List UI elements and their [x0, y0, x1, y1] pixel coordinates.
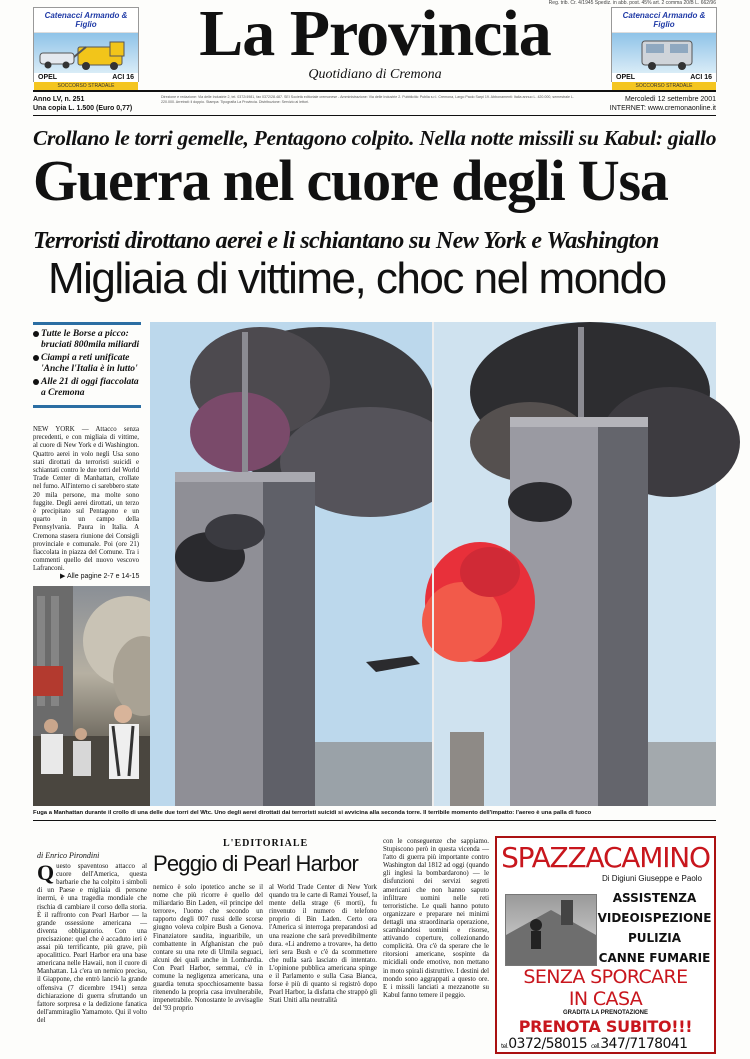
- tow-truck-image: [34, 33, 138, 73]
- bullet-item: Tutte le Borse a picco: bruciati 800mila miliardi: [33, 329, 141, 350]
- photo-people-fleeing: [33, 586, 165, 806]
- editorial-column: al World Trade Center di New York quando tra le carte di Ramzi Yousef, la mente della strage (6 morti), fu rinvenuto il numero di telefono proprio di Bin Laden. Certo ora l'America si interroga preparandosi ad una reazione che sarà prevedibilmente dura. «Li andremo a trovare», ha detto ieri sera Bush e c'è da scommettere che nulla sarà lasciato di intentato. L'opinione pubblica americana spinge e il Parlamento e sulla Casa Bianca, forse è più di quanto si registrò dopo Pearl Harbor, la disfatta che strappò gli Stati Uniti alla neutralità: [269, 884, 377, 1005]
- issue-number: Anno LV, n. 251: [33, 96, 85, 103]
- legal-topline: Reg. trib. Cr. 4/1945 Spediz. in abb. post. 45% art. 2 comma 20/B L. 662/96: [548, 0, 716, 6]
- bullet-list: [33, 322, 141, 408]
- ad-tel-label: tel.: [501, 1043, 509, 1050]
- main-headline: Guerra nel cuore degli Usa: [33, 148, 668, 213]
- photo-caption: Fuga a Manhattan durante il crollo di una delle due torri del Wtc. Uno degli aerei dirottati dai terroristi suicidi si avvicina alla seconda torre. Il terribile momento dell'impatto: l'aereo è una palla di fuoco: [33, 810, 716, 821]
- headline-kicker: Crollano le torri gemelle, Pentagono colpito. Nella notte missili su Kabul: giallo: [33, 126, 717, 150]
- ear-ad-brand-right: ACI 16: [112, 74, 134, 81]
- tow-truck-icon: [34, 33, 140, 73]
- ad-call-to-action: PRENOTA SUBITO!!!: [518, 1017, 693, 1036]
- ad-service-item: ASSISTENZA: [612, 891, 697, 905]
- ear-ad-brand-left: OPEL: [38, 74, 58, 81]
- fleeing-people-image: [33, 586, 165, 806]
- editorial-text: uesto spaventoso attacco al cuore dell'America, questa barbarie che ha colpito i simboli di un Paese e migliaia di persone inermi, è una tragedia mondiale che rischia di cambiare il corso della storia. È il raffronto con Pearl Harbor — la grande ossessione americana — diventa obbligatorio. Con una precisazione: quel che è accaduto ieri è assai più terrificante, più grave, più apocalittico. Pearl Harbor era una base americana nelle Hawaii, non il cuore di Manhattan. Là c'era un nemico preciso, il Giappone, che entrò lanciò la grande offensiva (7 dicembre 1941) senza dichiarazione di guerra sfruttando un fattore sorpresa e la dedizione fanatica dell'ammiraglio Yamamoto. Qui il volto del: [37, 863, 147, 1024]
- ad-slogan: IN CASA: [568, 988, 643, 1010]
- ad-subtitle: Di Digiuni Giuseppe e Paolo: [601, 874, 702, 883]
- ad-service-item: CANNE FUMARIE: [598, 951, 711, 965]
- tow-truck-icon: [612, 33, 718, 73]
- issue-price: Una copia L. 1.500 (Euro 0,77): [33, 105, 133, 112]
- issue-date: Mercoledì 12 settembre 2001: [624, 96, 716, 103]
- ear-ad-brands: [34, 73, 138, 82]
- ear-ad-right[interactable]: [611, 7, 717, 89]
- ad-cell-label: cell.: [590, 1043, 601, 1050]
- lead-story-text: NEW YORK — Attacco senza precedenti, e con migliaia di vittime, al cuore di New York e di Washington. Quattro aerei in volo negli Usa sono stati dirottati da terroristi suicidi e schiantati contro le due torri del World Trade Center di Manhattan, crollate nel fumo. All'interno ci sarebbero state 20 mila persone, ma molte sono fuggite. Degli aerei dirottati, un terzo è precipitato sul Pentagono e un quarto in un campo della Pennsylvania. Paura in Italia. A Cremona stasera riunione dei Consigli provinciale e comunale. Poi (ore 21) fiaccolata in piazza del Comune. Tra i commenti quello del nuovo vescovo Lafranconi.: [33, 426, 139, 573]
- tow-truck-image: [612, 33, 716, 73]
- page-reference[interactable]: ▶ Alle pagine 2-7 e 14-15: [60, 572, 139, 580]
- ad-title: SPAZZACAMINO: [501, 841, 710, 874]
- issue-info: [33, 95, 153, 113]
- website-link[interactable]: INTERNET: www.cremonaonline.it: [609, 105, 716, 112]
- editorial-column: nemico è solo ipotetico anche se il nome che più ricorre è quello del miliardario Bin Laden, «il principe del terrore», l'uomo che secondo un rapporto degli 007 russi delle scorse giugno voleva colpire Bush a Genova. Finanziatore saudita, inguaribile, un combattente in Afghanistan che può contare su una rete di Ulmila seguaci, alcuni dei quali anche in Lombardia. Con Pearl Harbor, semmai, c'è in comune la negligenza americana, una guardia tenuta spocchiosamente bassa ritenendo la propria casa invulnerabile, impenetrabile. Nonostante le avvisaglie del '93 proprio: [153, 884, 263, 1013]
- subheadline-italic: Terroristi dirottano aerei e li schiantano su New York e Washington: [33, 228, 659, 254]
- editorial-title: Peggio di Pearl Harbor: [153, 851, 358, 876]
- ad-service-item: VIDEOISPEZIONE: [597, 911, 712, 925]
- masthead: [140, 0, 610, 83]
- editorial-section: [33, 832, 491, 1054]
- ad-phone-numbers: [501, 1036, 711, 1052]
- bullet-item: Ciampi a reti unificate 'Anche l'Italia è in lutto': [33, 353, 141, 374]
- editorial-column: con le conseguenze che sappiamo. Stupiscono però in questa vicenda — l'atto di guerra più importante contro Washington dal 1812 ad oggi (quando gli inglesi la bombardarono) — le disfunzioni dei servizi segreti americani che non hanno saputo infiltrare uomini nelle reti terroristiche. Le quali hanno potuto organizzare e preparare nei minimi dettagli una straordinaria operazione, scambiandosi uomini e risorse, attivando coperture, collezionando complicità. Ora c'è da sperare che le ritorsioni americane, sospinte da micidiali onde emotive, non mettano in moto spirali distruttive. I destini del mondo sono aggrappati a questo ore. E i missili lanciati a mezzanotte su Kabul fanno temere il peggio.: [383, 838, 489, 999]
- dropcap: Q: [37, 860, 55, 886]
- ad-services: [597, 888, 712, 968]
- ad-tel[interactable]: 0372/58015: [508, 1036, 588, 1052]
- ear-ad-title: Catenacci Armando & Figlio: [612, 8, 716, 33]
- bullet-item: Alle 21 di oggi fiaccolata a Cremona: [33, 377, 141, 398]
- newspaper-name: La Provincia: [199, 0, 551, 70]
- ad-cell[interactable]: 347/7178041: [600, 1036, 688, 1052]
- ear-ad-brand-left: OPEL: [616, 74, 636, 81]
- ear-ad-left[interactable]: [33, 7, 139, 89]
- twin-towers-image: [150, 322, 716, 806]
- publisher-fineprint: Direzione e redazione: Via delle Industrie 2, tel. 0372/4981, fax 0372/28.487. SEI Società editoriale cremonese - Amministrazione: Via delle Industrie 2. Pubblicità: Publia s.r.l. Cremona, Largo Paolo Sarpi 19. Abbonamenti: Italia annuo L. 420.000, semestrale L. 220.000. Arretrati: il doppio. Stampa: Tipografia La Provincia. Distribuzione: Servizio ai lettori.: [161, 95, 574, 104]
- ear-ad-strip: SOCCORSO STRADALE: [34, 82, 138, 91]
- rooftop-icon: [506, 895, 596, 965]
- ad-note: GRADITA LA PRENOTAZIONE: [563, 1010, 648, 1016]
- ad-service-item: PULIZIA: [627, 931, 682, 945]
- editorial-byline: di Enrico Pirondini: [37, 851, 100, 860]
- ear-ad-brand-right: ACI 16: [690, 74, 712, 81]
- editorial-column: [37, 852, 147, 1048]
- editorial-label: L'EDITORIALE: [223, 838, 309, 849]
- chimney-sweep-ad[interactable]: [495, 836, 716, 1054]
- newspaper-subtitle: Quotidiano di Cremona: [308, 67, 442, 82]
- info-bar: [33, 90, 716, 116]
- ear-ad-strip: SOCCORSO STRADALE: [612, 82, 716, 91]
- ear-ad-title: Catenacci Armando & Figlio: [34, 8, 138, 33]
- subheadline-secondary: Migliaia di vittime, choc nel mondo: [48, 254, 666, 303]
- rooftop-image: [505, 894, 597, 966]
- photo-twin-towers: [150, 322, 716, 806]
- ear-ad-brands: [612, 73, 716, 82]
- ad-slogan: SENZA SPORCARE: [523, 966, 688, 988]
- date-info: [610, 95, 716, 113]
